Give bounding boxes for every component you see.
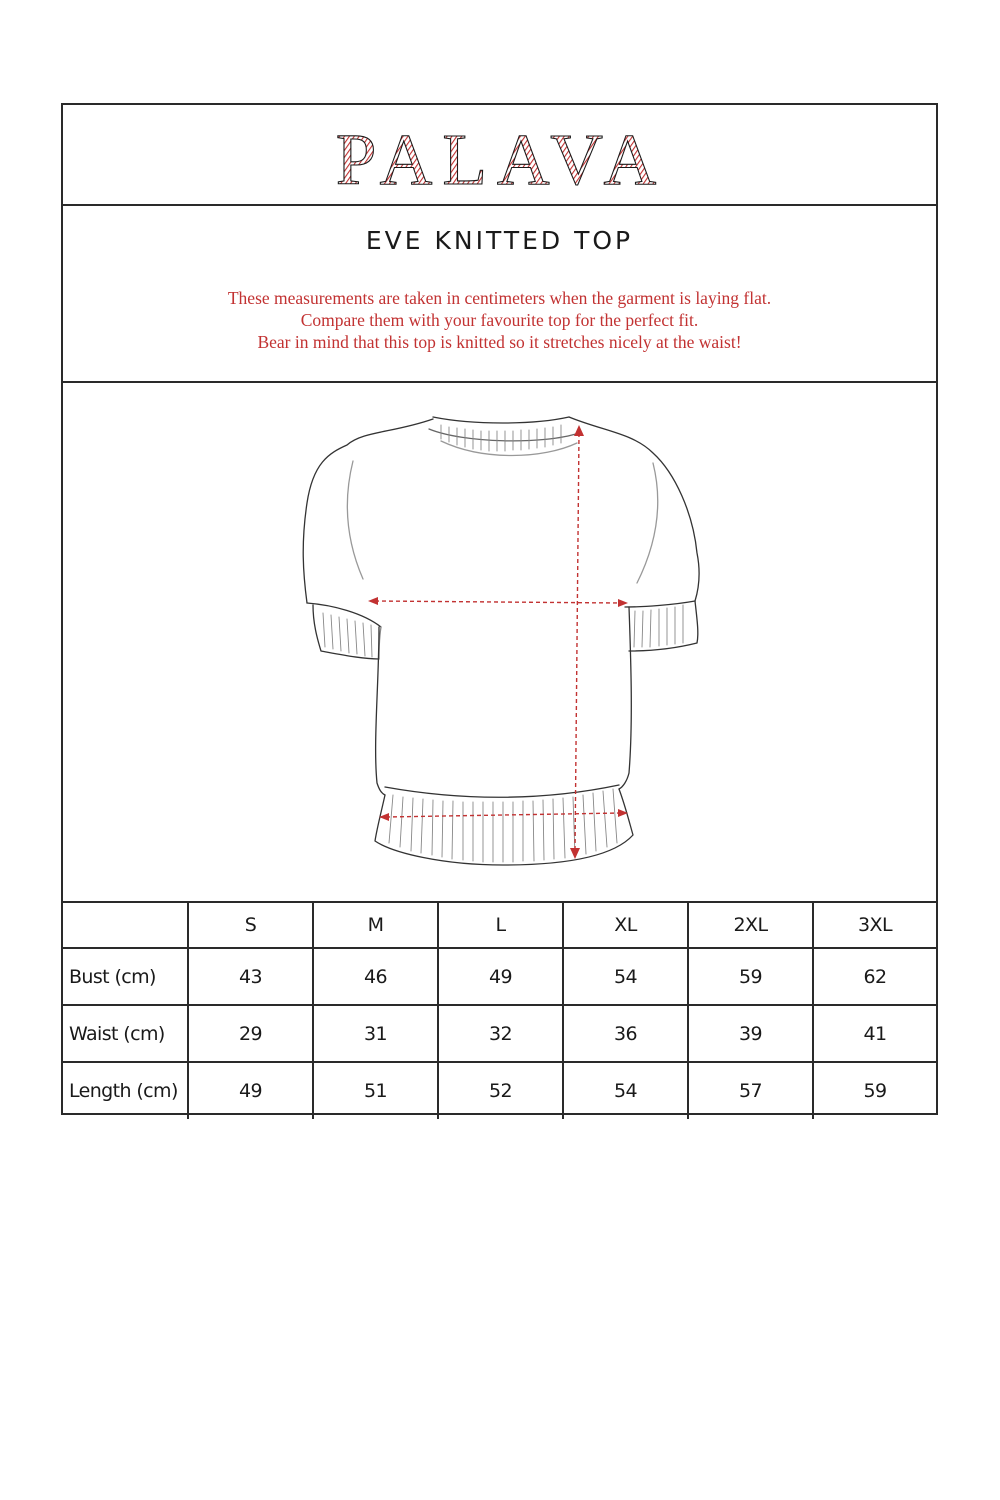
table-cell: 59 xyxy=(688,948,813,1005)
table-cell: 43 xyxy=(188,948,313,1005)
table-cell: 36 xyxy=(563,1005,688,1062)
arrow-head xyxy=(618,599,628,607)
table-row xyxy=(63,1062,936,1119)
size-table xyxy=(63,903,936,1119)
size-header: 3XL xyxy=(813,903,936,948)
corner-cell xyxy=(63,903,188,948)
brand-logo xyxy=(63,105,936,204)
table-cell: 29 xyxy=(188,1005,313,1062)
arrow-head xyxy=(574,425,584,436)
row-label: Bust (cm) xyxy=(63,948,188,1005)
logo-header xyxy=(63,105,936,206)
table-cell: 54 xyxy=(563,1062,688,1119)
note-line: These measurements are taken in centimeters when the garment is laying flat. xyxy=(227,288,772,308)
table-cell: 59 xyxy=(813,1062,936,1119)
note-line: Bear in mind that this top is knitted so it stretches nicely at the waist! xyxy=(257,332,742,352)
brand-name: PALAVA xyxy=(335,119,667,200)
table-cell: 46 xyxy=(313,948,438,1005)
arrow-head xyxy=(368,597,378,605)
size-header: 2XL xyxy=(688,903,813,948)
waist-measure-line xyxy=(386,813,621,817)
row-label: Length (cm) xyxy=(63,1062,188,1119)
row-label: Waist (cm) xyxy=(63,1005,188,1062)
knitted-top-sketch-icon xyxy=(63,383,936,901)
measurement-note xyxy=(63,287,936,353)
table-cell: 32 xyxy=(438,1005,563,1062)
table-cell: 57 xyxy=(688,1062,813,1119)
table-cell: 52 xyxy=(438,1062,563,1119)
table-cell: 54 xyxy=(563,948,688,1005)
table-row xyxy=(63,1005,936,1062)
table-cell: 41 xyxy=(813,1005,936,1062)
size-header-row xyxy=(63,903,936,948)
measurement-arrows xyxy=(375,433,621,851)
table-cell: 62 xyxy=(813,948,936,1005)
size-header: XL xyxy=(563,903,688,948)
table-cell: 39 xyxy=(688,1005,813,1062)
table-cell: 51 xyxy=(313,1062,438,1119)
table-cell: 31 xyxy=(313,1005,438,1062)
garment-illustration xyxy=(63,383,936,903)
size-header: L xyxy=(438,903,563,948)
table-cell: 49 xyxy=(188,1062,313,1119)
length-measure-line xyxy=(575,433,579,851)
size-chart-sheet xyxy=(61,103,938,1115)
size-header: S xyxy=(188,903,313,948)
bust-measure-line xyxy=(375,601,621,603)
size-header: M xyxy=(313,903,438,948)
table-row xyxy=(63,948,936,1005)
table-cell: 49 xyxy=(438,948,563,1005)
product-header xyxy=(63,206,936,383)
arrow-head xyxy=(570,848,580,859)
product-title: EVE KNITTED TOP xyxy=(365,226,634,255)
note-line: Compare them with your favourite top for the perfect fit. xyxy=(300,310,699,330)
